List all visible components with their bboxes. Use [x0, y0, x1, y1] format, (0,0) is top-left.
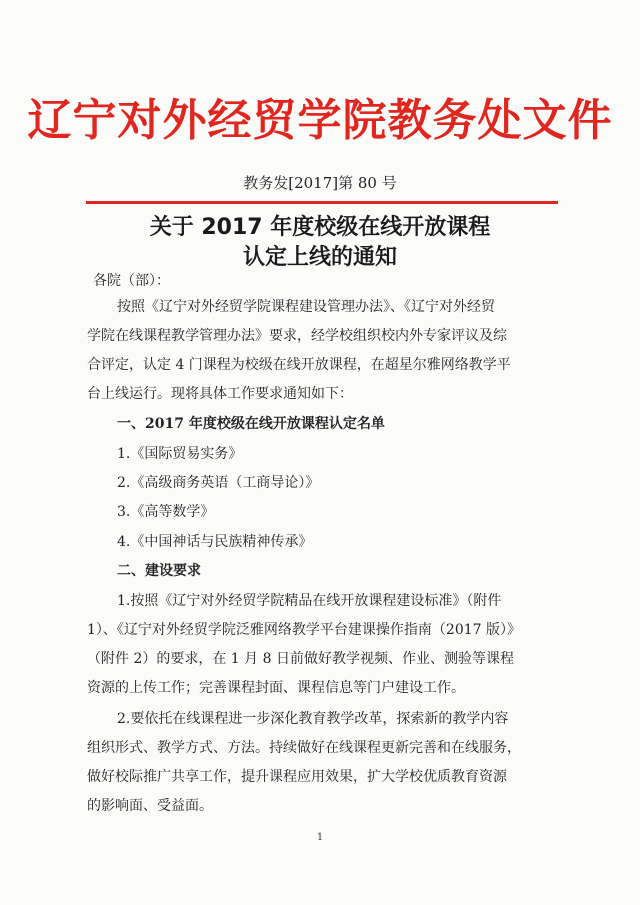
intro-line: 按照《辽宁对外经贸学院课程建设管理办法》、《辽宁对外经贸	[117, 299, 495, 315]
requirement-line: 2.要依托在线课程进一步深化教育教学改革，探索新的教学内容	[117, 711, 509, 727]
course-item: 1.《国际贸易实务》	[117, 446, 243, 462]
document-header-title: 辽宁对外经贸学院教务处文件	[27, 95, 613, 146]
intro-line: 合评定，认定 4 门课程为校级在线开放课程，在超星尔雅网络教学平	[87, 357, 511, 373]
section-heading: 二、建设要求	[117, 563, 201, 579]
document-number: 教务发[2017]第 80 号	[243, 174, 397, 192]
requirement-line: 的影响面、受益面。	[87, 798, 213, 814]
course-item: 4.《中国神话与民族精神传承》	[117, 534, 313, 550]
salutation: 各院（部）：	[93, 273, 170, 289]
intro-line: 台上线运行。现将具体工作要求通知如下：	[87, 386, 353, 402]
section-heading: 一、2017 年度校级在线开放课程认定名单	[117, 416, 385, 432]
notice-title-line-1: 关于 2017 年度校级在线开放课程	[149, 215, 491, 240]
course-item: 3.《高等数学》	[117, 504, 215, 520]
requirement-line: 1.按照《辽宁对外经贸学院精品在线开放课程建设标准》（附件	[117, 593, 502, 609]
requirement-line: 组织形式、教学方式、方法。持续做好在线课程更新完善和在线服务，	[87, 740, 521, 756]
notice-title-line-2: 认定上线的通知	[242, 245, 397, 270]
requirement-line: （附件 2）的要求，在 1 月 8 日前做好教学视频、作业、测验等课程	[87, 651, 514, 667]
page-number: 1	[316, 832, 324, 843]
requirement-line: 资源的上传工作；完善课程封面、课程信息等门户建设工作。	[87, 680, 465, 696]
requirement-line: 做好校际推广共享工作，提升课程应用效果，扩大学校优质教育资源	[87, 769, 507, 785]
red-divider	[86, 201, 558, 204]
intro-line: 学院在线课程教学管理办法》要求，经学校组织校内外专家评议及综	[87, 328, 507, 344]
course-item: 2.《高级商务英语（工商导论）》	[117, 475, 320, 491]
requirement-line: 1）、《辽宁对外经贸学院泛雅网络教学平台建课操作指南（2017 版）》	[87, 622, 521, 638]
